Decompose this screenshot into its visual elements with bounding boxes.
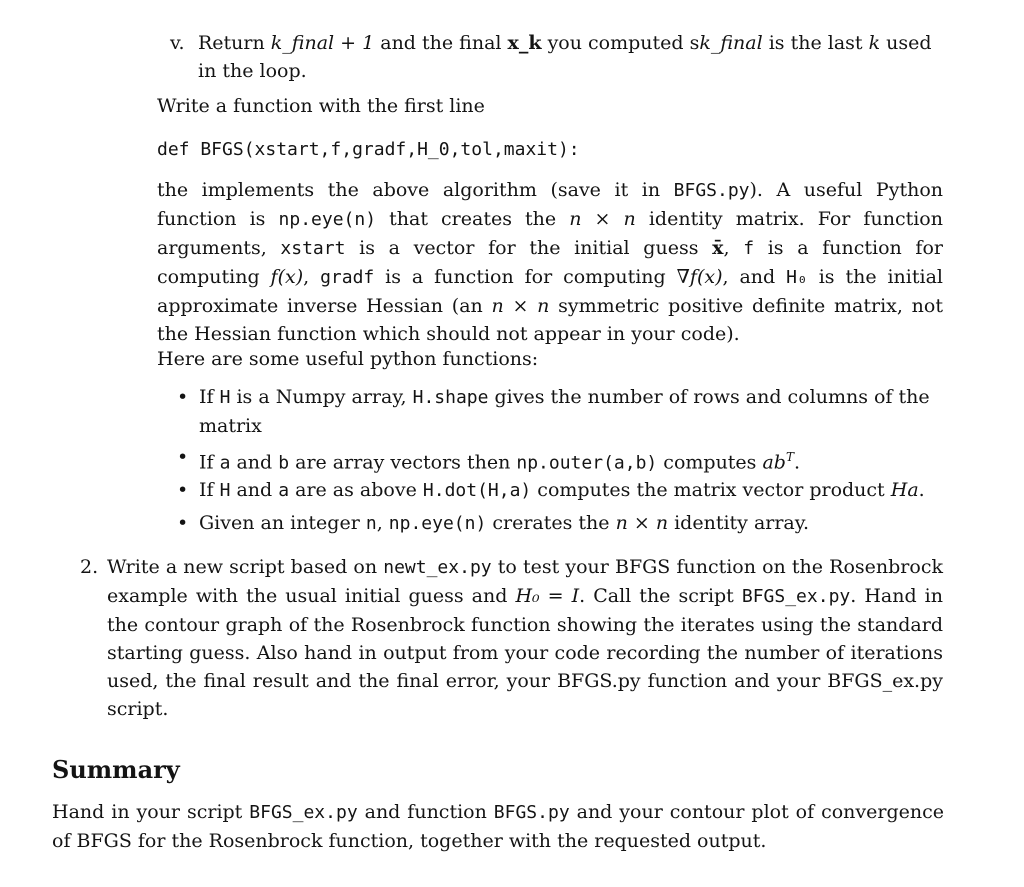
bullet-marker: •: [177, 446, 189, 468]
text-run: used in the loop.: [198, 32, 932, 82]
text-run: If: [199, 479, 220, 501]
text-run: identity matrix. For function arguments,: [157, 208, 943, 259]
text-run: .: [918, 479, 925, 501]
math-grad-fx: ∇f(x): [676, 266, 723, 288]
math-ha: Ha: [890, 479, 919, 501]
text-run: are array vectors then: [289, 451, 517, 474]
code-np-eye: np.eye(n): [278, 209, 377, 230]
bullet-item: [177, 509, 944, 538]
text-run: and: [230, 479, 279, 501]
text-run: Hand in your script: [52, 801, 250, 823]
code-f: f: [743, 238, 755, 259]
text-run: If: [199, 451, 220, 474]
math-n-by-n: n × n: [615, 512, 669, 534]
code-h-dot: H.dot(H,a): [422, 480, 532, 501]
math-xk: x_k: [507, 32, 542, 54]
code-np-eye: np.eye(n): [388, 513, 487, 534]
math-n-by-n: n × n: [491, 295, 550, 317]
math-h0-eq-i: H₀ = I: [515, 585, 580, 607]
text-run: ,: [376, 512, 389, 534]
item-2-text: [107, 553, 943, 723]
text-run: the implements the above algorithm (save it in: [157, 179, 674, 201]
text-run: to test your BFGS function on the Rosenbrock example with the usual initial guess and: [107, 556, 943, 607]
code-h: H: [219, 387, 231, 408]
code-h0: H₀: [786, 267, 808, 288]
code-def-line: def BFGS(xstart,f,gradf,H_0,tol,maxit):: [157, 139, 580, 160]
code-bfgs-py: BFGS.py: [673, 180, 750, 201]
bullet-marker: •: [177, 512, 189, 534]
item-v-text: [198, 29, 944, 85]
text-run: are as above: [289, 479, 423, 501]
text-run: is a vector for the initial guess: [345, 237, 713, 259]
text-run: that creates the: [376, 208, 570, 230]
text-run: is a function for computing: [157, 237, 943, 288]
text-run: is the last: [762, 32, 869, 54]
math-xbar: x̄: [712, 237, 724, 259]
paragraph-write-function: Write a function with the first line: [157, 95, 485, 117]
text-run: computes the matrix vector product: [531, 479, 891, 501]
text-run: symmetric positive definite matrix, not the Hessian function which should not appear in your code).: [157, 295, 943, 345]
text-run: , and: [722, 266, 787, 288]
text-run: ,: [723, 237, 744, 259]
code-bfgs-py: BFGS.py: [493, 802, 570, 823]
code-newt-ex: newt_ex.py: [383, 557, 492, 578]
code-n: n: [365, 513, 377, 534]
text-run: and function: [357, 801, 494, 823]
code-h-shape: H.shape: [412, 387, 489, 408]
text-run: gives the number of rows and columns of the matrix: [199, 386, 930, 437]
math-n-by-n: n × n: [569, 208, 636, 230]
text-run: crerates the: [486, 512, 616, 534]
bullet-item: [177, 383, 944, 440]
section-heading-summary: Summary: [52, 755, 180, 784]
paragraph-useful-functions: Here are some useful python functions:: [157, 348, 539, 370]
text-run: is a Numpy array,: [230, 386, 413, 408]
text-run: computes: [657, 451, 763, 474]
text-run: identity array.: [668, 512, 810, 534]
text-run: . Call the script: [579, 585, 742, 607]
math-kfinal-plus-1: k_final + 1: [270, 32, 375, 54]
math-ab: ab: [762, 451, 786, 474]
text-run: you computed s: [541, 32, 700, 54]
text-run: ,: [303, 266, 321, 288]
code-np-outer: np.outer(a,b): [516, 452, 658, 474]
math-k: k: [868, 32, 881, 54]
code-bfgs-ex: BFGS_ex.py: [249, 802, 358, 823]
list-item-2: [80, 553, 944, 720]
text-run: . Hand in the contour graph of the Rosenbrock function showing the iterates using the standard starting guess. Also hand in output from your code recording the number of iterations used, the final result and the final error, your BFGS.py function and your BFGS_ex.py script.: [107, 585, 943, 720]
code-a: a: [278, 480, 290, 501]
text-run: Given an integer: [199, 512, 366, 534]
list-item-v: [170, 29, 945, 82]
code-xstart: xstart: [280, 238, 346, 259]
math-fx: f(x): [270, 266, 304, 288]
paragraph-summary: [52, 798, 944, 855]
code-gradf: gradf: [320, 267, 375, 288]
text-run: Write a new script based on: [107, 556, 384, 578]
text-run: and the final: [374, 32, 508, 54]
code-bfgs-ex: BFGS_ex.py: [741, 586, 851, 607]
text-run: is a function for computing: [374, 266, 677, 288]
code-a: a: [219, 452, 231, 474]
text-run: If: [199, 386, 220, 408]
text-run: Return: [198, 32, 271, 54]
text-run: and your contour plot of convergence of BFGS for the Rosenbrock function, together with the requested output.: [52, 801, 945, 852]
math-transpose: T: [785, 450, 794, 464]
code-h: H: [219, 480, 231, 501]
paragraph-implements: [157, 176, 943, 348]
math-kfinal: k_final: [699, 32, 763, 54]
bullet-marker: •: [177, 479, 189, 501]
bullet-item: [177, 476, 944, 505]
item-marker: 2.: [80, 556, 99, 578]
bullet-marker: •: [177, 386, 189, 408]
text-run: .: [794, 451, 801, 474]
text-run: ). A useful Python function is: [157, 179, 943, 230]
bullet-item: [177, 443, 944, 477]
item-marker: v.: [170, 32, 185, 54]
code-b: b: [278, 452, 290, 474]
text-run: is the initial approximate inverse Hessian (an: [157, 266, 943, 317]
text-run: and: [230, 451, 279, 474]
